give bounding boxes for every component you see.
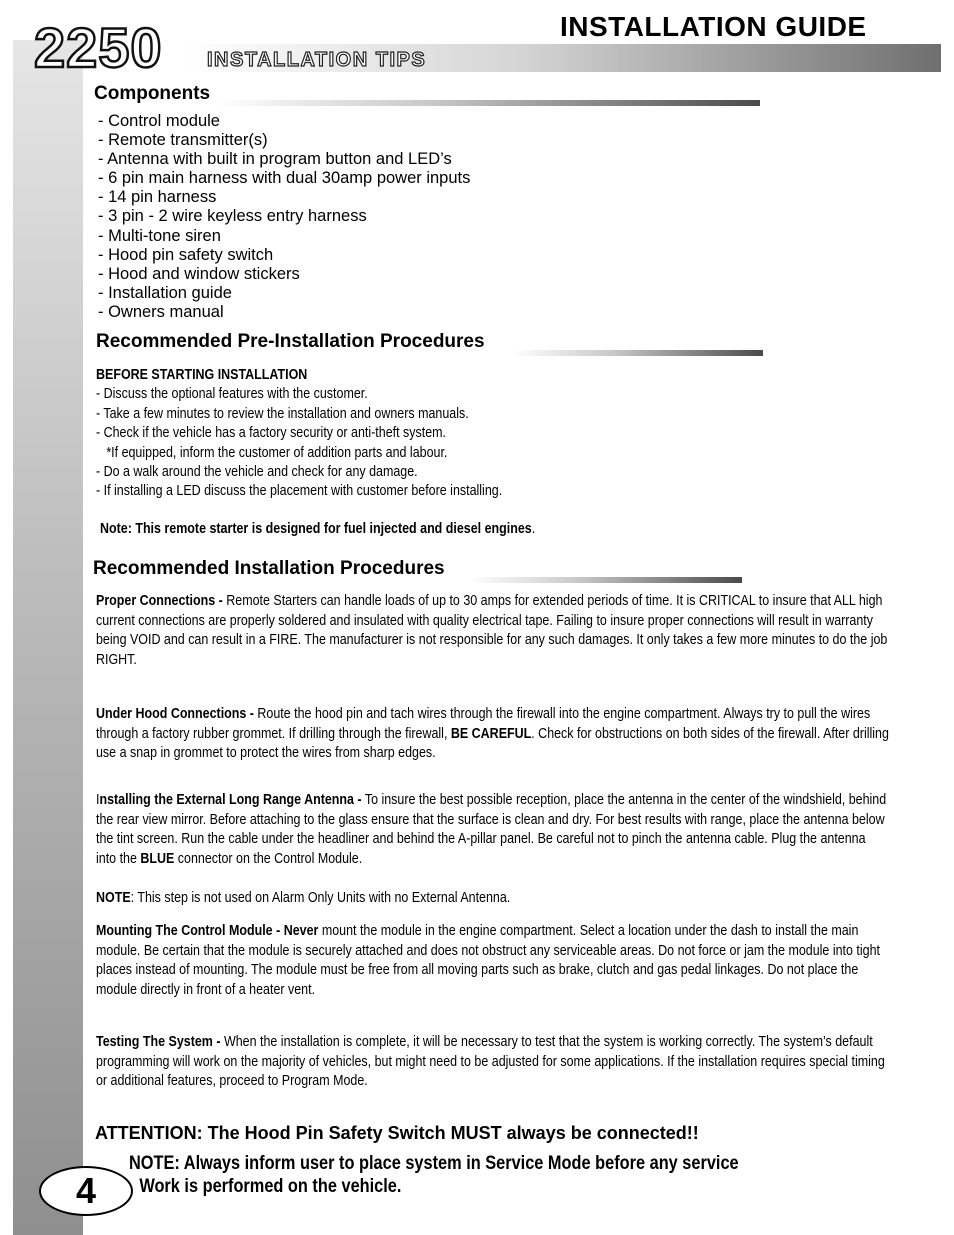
components-list bbox=[98, 112, 470, 322]
under-hood-emphasis: BE CAREFUL bbox=[450, 725, 532, 742]
list-item: - If installing a LED discuss the placement with customer before installing. bbox=[96, 483, 503, 500]
attention-warning: ATTENTION: The Hood Pin Safety Switch MUST always be connected!! bbox=[95, 1123, 699, 1143]
list-item: - Owners manual bbox=[98, 302, 224, 321]
antenna-text-2: connector on the Control Module. bbox=[174, 850, 363, 867]
pre-install-list bbox=[96, 366, 502, 502]
testing-text: When the installation is complete, it will be necessary to test that the system is working correctly. The system’s default programming will work on the majority of vehicles, but might need to be adjusted for some applications. If the installation requires special timing or additional features, proceed to Program Mode. bbox=[96, 1034, 885, 1089]
antenna-note-paragraph bbox=[96, 889, 889, 909]
list-item: - Remote transmitter(s) bbox=[98, 131, 268, 150]
mounting-text: mount the module in the engine compartment. Select a location under the dash to install the main module. Be certain that the module is securely attached and does not obstruct any serviceable areas. Do not force or jam the module into tight places instead of mounting. The module must be free from all moving parts such as brake, clutch and gas pedal linkages. Do not place the module directly in front of a heater vent. bbox=[96, 923, 880, 998]
list-item: - Hood pin safety switch bbox=[98, 245, 274, 264]
service-note-line-1: NOTE: Always inform user to place system in Service Mode before any service bbox=[129, 1153, 739, 1174]
proper-connections-label: Proper Connections - bbox=[96, 593, 223, 609]
antenna-paragraph bbox=[96, 791, 889, 869]
antenna-label: nstalling the External Long Range Antenna - bbox=[99, 792, 362, 808]
under-hood-text-1: Route the hood pin and tach wires through the firewall into the engine compartment. Always try to pull the wires through a factory rubber grommet. If drilling through the firewall, bbox=[96, 706, 871, 742]
header-subtitle: INSTALLATION TIPS bbox=[207, 49, 427, 71]
mounting-paragraph bbox=[96, 922, 889, 1000]
page-number-badge: 4 bbox=[39, 1166, 133, 1216]
list-item: - Do a walk around the vehicle and check for any damage. bbox=[96, 464, 418, 481]
list-item: - Hood and window stickers bbox=[98, 264, 300, 283]
mounting-label: Mounting The Control Module - Never bbox=[96, 923, 319, 939]
install-title: Recommended Installation Procedures bbox=[93, 558, 445, 579]
fuel-note-period: . bbox=[531, 521, 536, 537]
service-mode-note bbox=[129, 1152, 739, 1198]
install-underline bbox=[470, 577, 742, 583]
proper-connections-paragraph bbox=[96, 592, 889, 670]
model-number: 2250 bbox=[34, 16, 163, 79]
guide-title: INSTALLATION GUIDE bbox=[560, 11, 867, 42]
antenna-note-label: NOTE bbox=[96, 890, 131, 906]
pre-install-heading: BEFORE STARTING INSTALLATION bbox=[96, 367, 308, 383]
list-item: - Control module bbox=[98, 112, 220, 130]
list-item: - 14 pin harness bbox=[98, 188, 217, 207]
list-item: - Installation guide bbox=[98, 283, 232, 302]
left-sidebar-bar bbox=[13, 40, 83, 1235]
testing-paragraph bbox=[96, 1033, 889, 1092]
list-item: - 3 pin - 2 wire keyless entry harness bbox=[98, 207, 367, 226]
list-item: - Discuss the optional features with the customer. bbox=[96, 386, 368, 403]
antenna-label-first-letter: I bbox=[96, 792, 100, 808]
components-underline bbox=[215, 100, 760, 106]
testing-label: Testing The System - bbox=[96, 1034, 221, 1050]
fuel-note-text: Note: This remote starter is designed for fuel injected and diesel engines bbox=[100, 521, 532, 537]
list-item: - Multi-tone siren bbox=[98, 226, 221, 245]
under-hood-paragraph bbox=[96, 705, 889, 764]
antenna-emphasis: BLUE bbox=[140, 850, 175, 867]
list-item: *If equipped, inform the customer of addition parts and labour. bbox=[106, 444, 448, 461]
antenna-text-1: To insure the best possible reception, place the antenna in the center of the windshield, behind the rear view mirror. Before attaching to the glass ensure that the surface is clean and dry. For best results with range, place the antenna below the tint screen. Run the cable under the headliner and behind the A-pillar panel. Be careful not to pinch the antenna cable. Plug the antenna into the bbox=[96, 792, 887, 867]
components-title: Components bbox=[94, 83, 211, 104]
list-item: - Check if the vehicle has a factory security or anti-theft system. bbox=[96, 425, 446, 442]
under-hood-text-2: . Check for obstructions on both sides of the firewall. After drilling use a snap in grommet to protect the wires from sharp edges. bbox=[96, 725, 889, 761]
list-item: - Antenna with built in program button and LED’s bbox=[98, 150, 452, 169]
fuel-note bbox=[100, 521, 535, 537]
antenna-note-text: : This step is not used on Alarm Only Units with no External Antenna. bbox=[130, 890, 511, 906]
list-item: - Take a few minutes to review the installation and owners manuals. bbox=[96, 405, 469, 422]
service-note-line-2: Work is performed on the vehicle. bbox=[139, 1176, 402, 1197]
pre-install-title: Recommended Pre-Installation Procedures bbox=[96, 331, 485, 352]
under-hood-label: Under Hood Connections - bbox=[96, 706, 254, 722]
pre-install-underline bbox=[513, 350, 763, 356]
list-item: - 6 pin main harness with dual 30amp power inputs bbox=[98, 169, 471, 188]
proper-connections-text: Remote Starters can handle loads of up to 30 amps for extended periods of time. It is CRITICAL to insure that ALL high current connections are properly soldered and insulated with quality electrical tape. Failing to insure proper connections will result in warranty being VOID and can result in a FIRE. The manufacturer is not responsible for any such damages. It only takes a few more minutes to do the job RIGHT. bbox=[96, 593, 888, 668]
